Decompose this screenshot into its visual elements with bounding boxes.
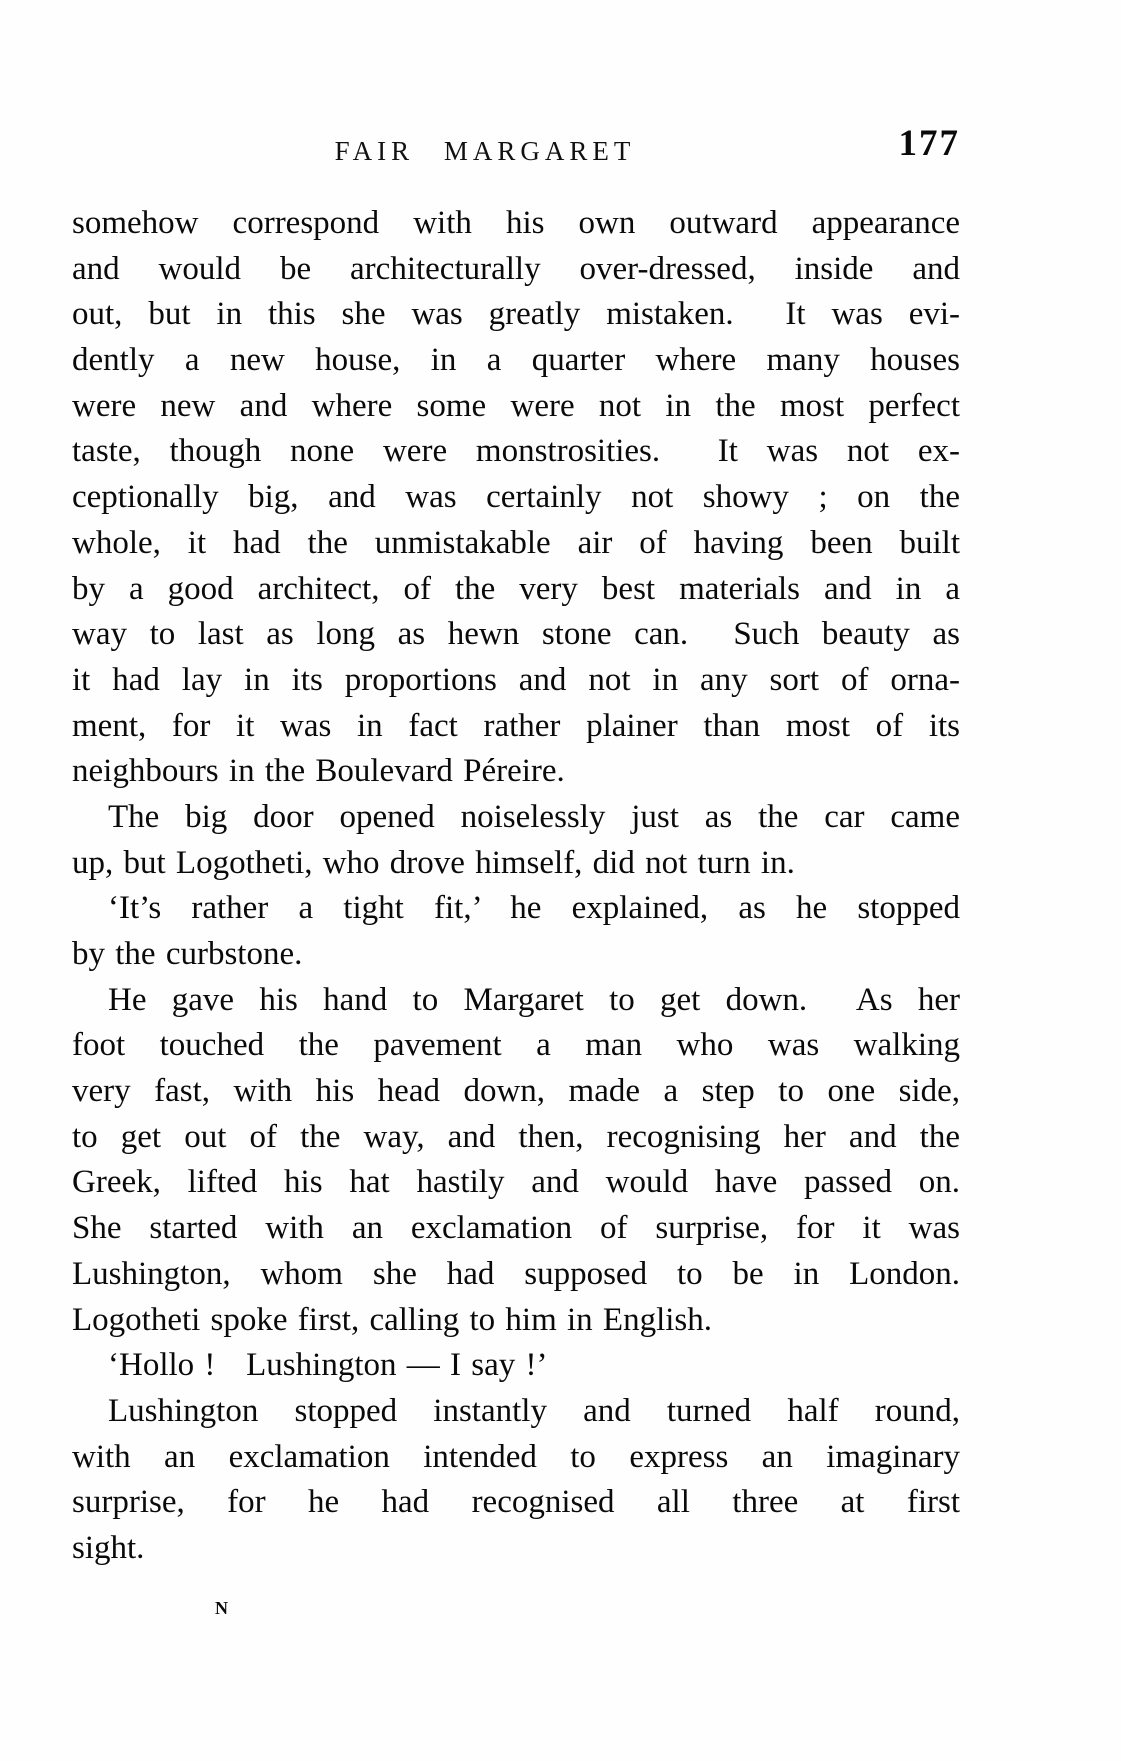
page-number: 177 (898, 123, 960, 164)
text-line: foot touched the pavement a man who was walking (72, 1027, 960, 1064)
text-line: ‘Hollo ! Lushington — I say !’ (108, 1347, 548, 1384)
text-line: it had lay in its proportions and not in any sort of orna- (72, 661, 960, 698)
text-line: whole, it had the unmistakable air of having been built (72, 524, 960, 561)
body-text (72, 201, 960, 1572)
text-line: sight. (72, 1529, 145, 1566)
text-line: somehow correspond with his own outward appearance (72, 205, 960, 241)
text-line: up, but Logotheti, who drove himself, did not turn in. (72, 844, 795, 881)
running-title: FAIR MARGARET (334, 136, 636, 166)
text-line: Logotheti spoke first, calling to him in English. (72, 1301, 713, 1338)
printers-signature-mark: N (215, 1598, 228, 1618)
text-line: Greek, lifted his hat hastily and would have passed on. (72, 1164, 960, 1201)
text-line: by the curbstone. (72, 936, 303, 972)
text-line: surprise, for he had recognised all three at first (72, 1484, 960, 1521)
text-line: and would be architecturally over-dressed, inside and (72, 250, 960, 287)
text-line: were new and where some were not in the most perfect (72, 387, 960, 424)
text-line: way to last as long as hewn stone can. Such beauty as (72, 616, 960, 653)
text-line: very fast, with his head down, made a step to one side, (72, 1073, 960, 1110)
text-line: taste, though none were monstrosities. It was not ex- (72, 433, 960, 470)
text-line: with an exclamation intended to express an imaginary (72, 1438, 960, 1475)
text-line: Lushington, whom she had supposed to be in London. (72, 1255, 960, 1292)
text-line: out, but in this she was greatly mistaken. It was evi- (72, 296, 960, 333)
text-line: He gave his hand to Margaret to get down. As her (108, 981, 960, 1018)
text-line: by a good architect, of the very best materials and in a (72, 570, 960, 607)
text-line: neighbours in the Boulevard Péreire. (72, 753, 565, 790)
text-line: dently a new house, in a quarter where many houses (72, 342, 960, 379)
text-line: ceptionally big, and was certainly not showy ; on the (72, 479, 960, 516)
text-line: ment, for it was in fact rather plainer than most of its (72, 707, 960, 744)
text-line: ‘It’s rather a tight fit,’ he explained, as he stopped (108, 890, 960, 927)
text-line: The big door opened noiselessly just as the car came (108, 798, 960, 835)
text-line: Lushington stopped instantly and turned half round, (108, 1392, 960, 1429)
text-line: to get out of the way, and then, recognising her and the (72, 1118, 960, 1155)
text-line: She started with an exclamation of surprise, for it was (72, 1210, 960, 1247)
